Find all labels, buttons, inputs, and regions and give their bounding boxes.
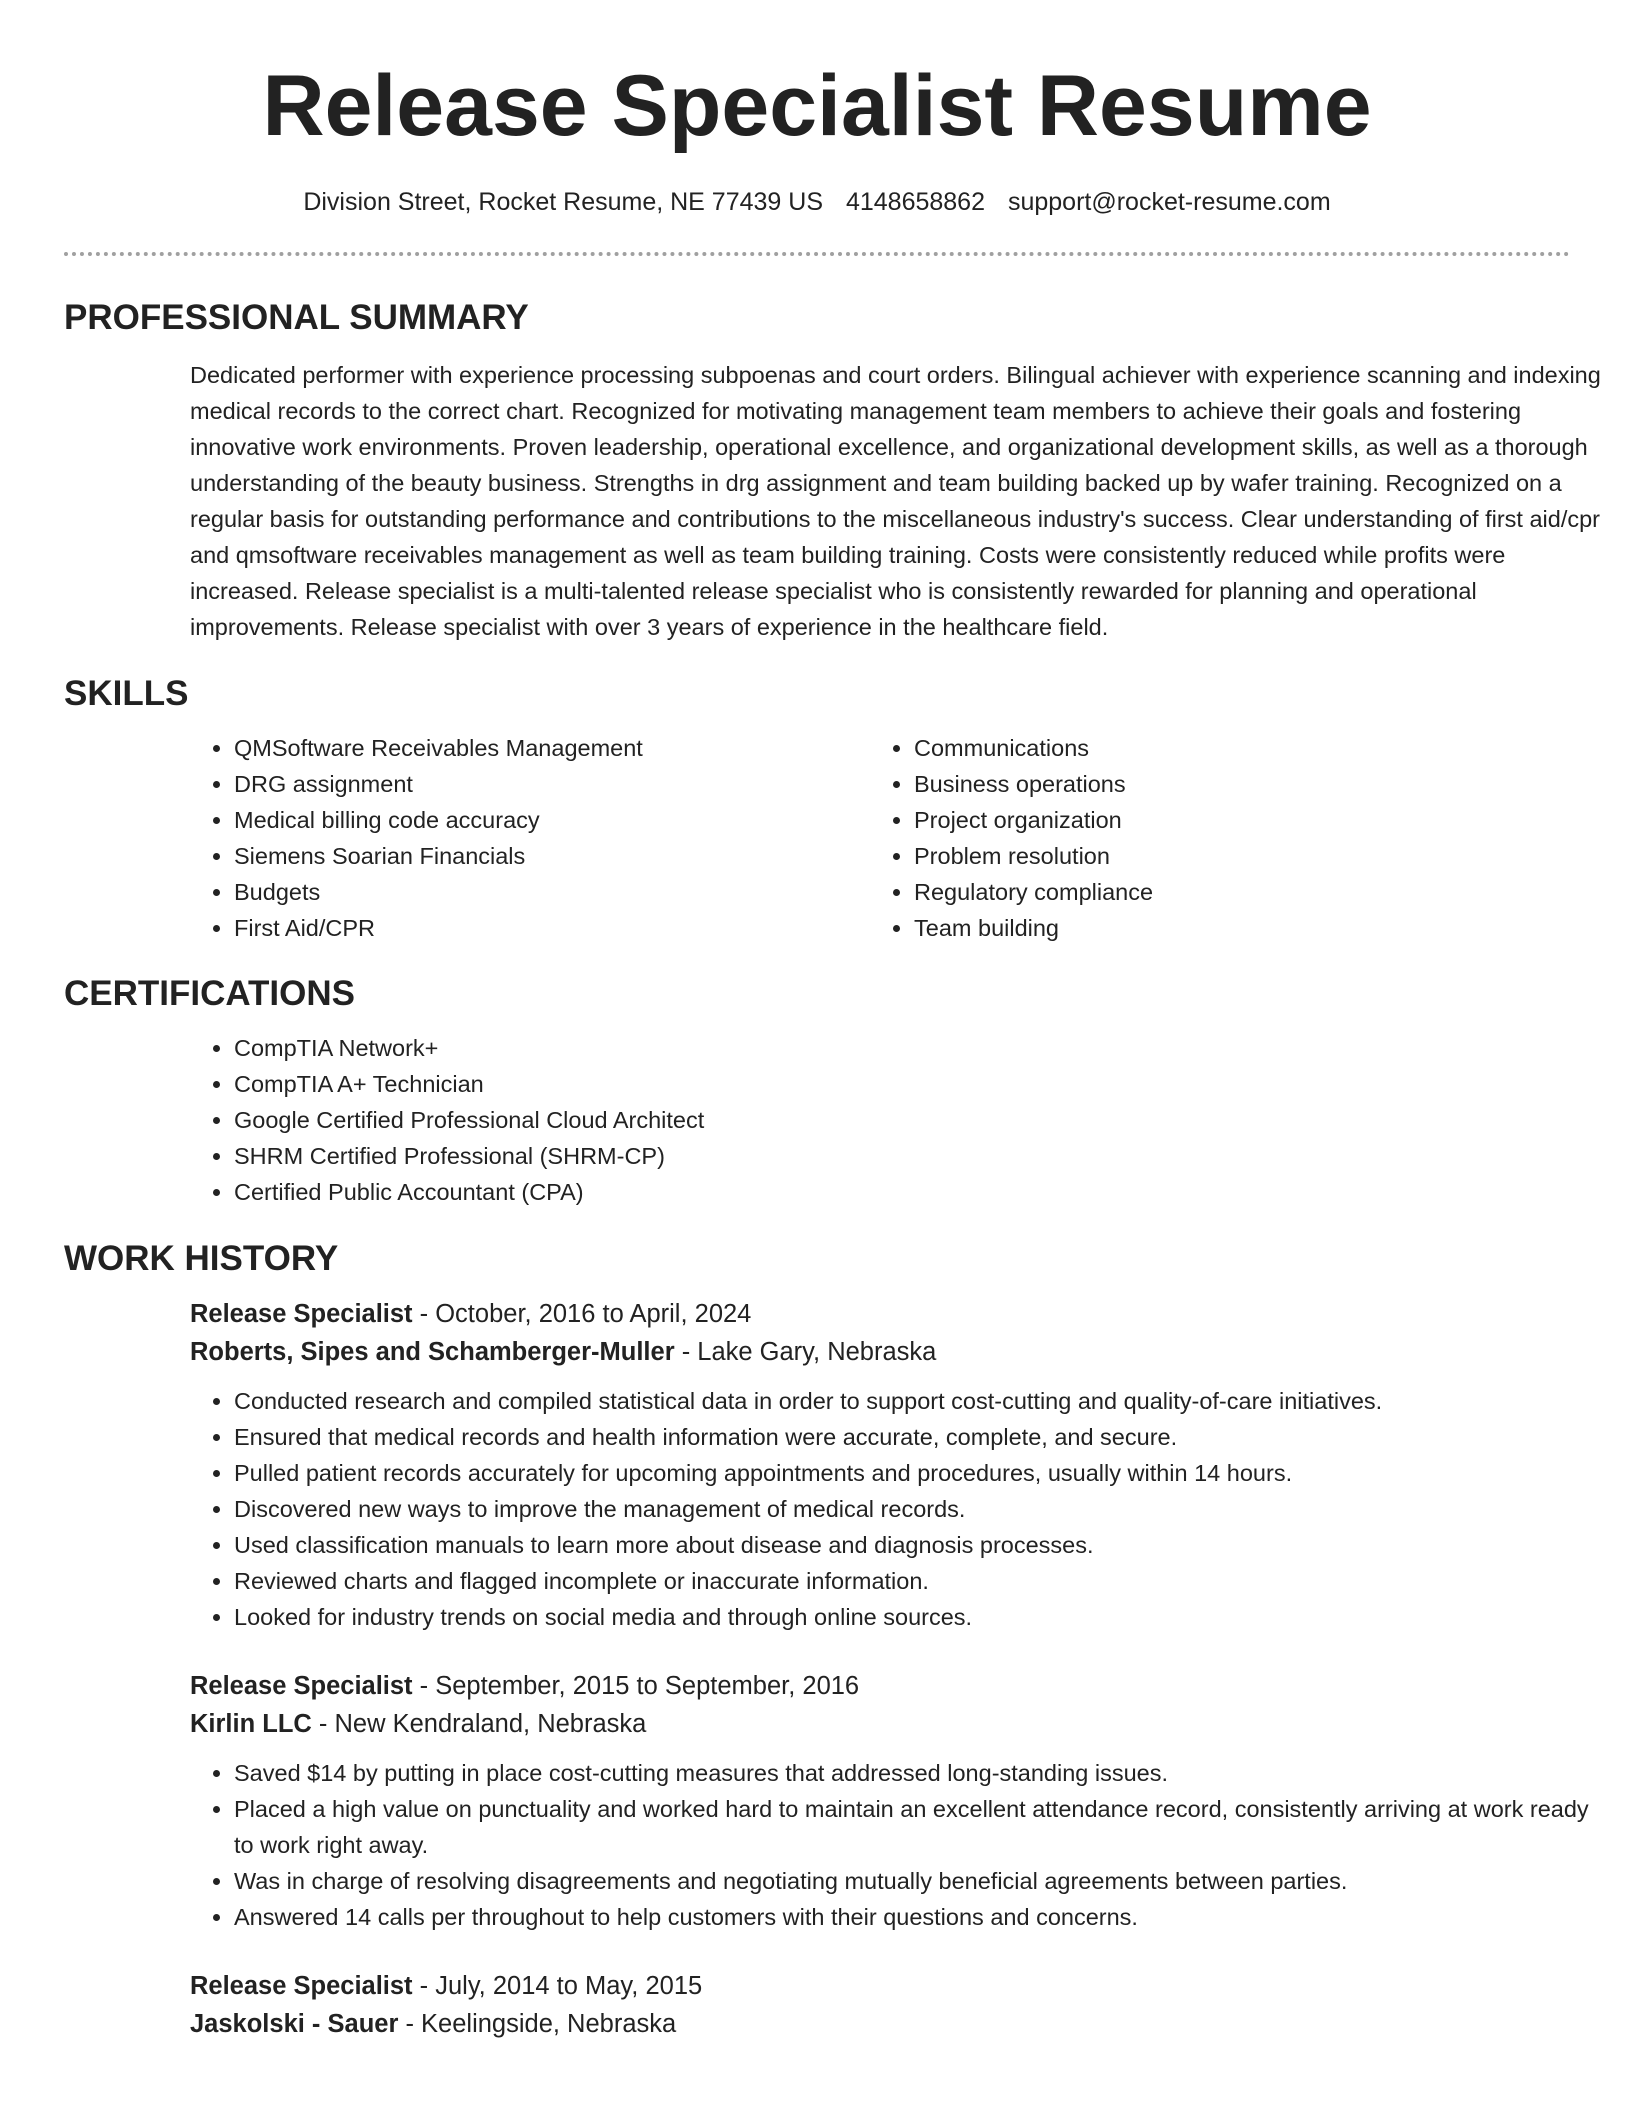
- skill-item: • Project organization: [914, 802, 1550, 838]
- job-title: Release Specialist: [190, 1972, 413, 2000]
- job-bullet: • Pulled patient records accurately for upcoming appointments and procedures, usually within 14 hours.: [234, 1455, 1570, 1491]
- job-bullets: [190, 1383, 1570, 1635]
- job-dates: - October, 2016 to April, 2024: [412, 1300, 752, 1328]
- job-title-line: [190, 1967, 1570, 2005]
- certification-item: • CompTIA A+ Technician: [234, 1066, 1570, 1102]
- skill-item: • Problem resolution: [914, 838, 1550, 874]
- skill-item: • Communications: [914, 730, 1550, 766]
- contact-phone: 4148658862: [845, 188, 985, 216]
- skill-item: • Siemens Soarian Financials: [234, 838, 870, 874]
- skill-item: • Medical billing code accuracy: [234, 802, 870, 838]
- skills-left-column: [190, 730, 870, 946]
- resume-page: [64, 0, 1601, 2043]
- job-title: Release Specialist: [190, 1300, 413, 1328]
- job-company: Roberts, Sipes and Schamberger-Muller: [190, 1338, 675, 1366]
- work-history-section: [64, 1237, 1589, 2043]
- job-bullet: • Answered 14 calls per throughout to help customers with their questions and concerns.: [234, 1899, 1614, 1935]
- skills-columns: [190, 730, 1570, 946]
- job-bullet: • Ensured that medical records and health information were accurate, complete, and secure.: [234, 1419, 1570, 1455]
- skills-heading: SKILLS: [64, 674, 189, 713]
- job-bullet: • Used classification manuals to learn more about disease and diagnosis processes.: [234, 1527, 1570, 1563]
- job-bullet: • Reviewed charts and flagged incomplete or inaccurate information.: [234, 1563, 1570, 1599]
- work-history-heading: WORK HISTORY: [64, 1239, 339, 1278]
- job-location: - Lake Gary, Nebraska: [674, 1338, 937, 1366]
- job-entry: [190, 1967, 1570, 2043]
- job-company: Kirlin LLC: [190, 1710, 312, 1738]
- job-bullet: • Saved $14 by putting in place cost-cutting measures that addressed long-standing issues.: [234, 1755, 1614, 1791]
- job-company: Jaskolski - Sauer: [190, 2010, 399, 2038]
- contact-address: Division Street, Rocket Resume, NE 77439 US: [303, 188, 823, 216]
- skills-right-column: [870, 730, 1550, 946]
- job-dates: - September, 2015 to September, 2016: [412, 1672, 860, 1700]
- contact-email: support@rocket-resume.com: [1007, 188, 1331, 216]
- skill-item: • DRG assignment: [234, 766, 870, 802]
- job-location: - New Kendraland, Nebraska: [311, 1710, 647, 1738]
- skills-right-list: [870, 730, 1550, 946]
- job-location: - Keelingside, Nebraska: [398, 2010, 677, 2038]
- skill-item: • Budgets: [234, 874, 870, 910]
- certification-item: • SHRM Certified Professional (SHRM-CP): [234, 1138, 1570, 1174]
- skill-item: • QMSoftware Receivables Management: [234, 730, 870, 766]
- skill-item: • First Aid/CPR: [234, 910, 870, 946]
- job-bullet: • Looked for industry trends on social media and through online sources.: [234, 1599, 1570, 1635]
- certification-item: • Google Certified Professional Cloud Architect: [234, 1102, 1570, 1138]
- summary-section: [64, 296, 1601, 645]
- job-entry: [190, 1295, 1570, 1635]
- job-title: Release Specialist: [190, 1672, 413, 1700]
- certifications-heading: CERTIFICATIONS: [64, 974, 356, 1013]
- skills-section: [64, 672, 1570, 946]
- contact-line: [64, 185, 1570, 219]
- job-bullet: • Discovered new ways to improve the management of medical records.: [234, 1491, 1570, 1527]
- certification-item: • Certified Public Accountant (CPA): [234, 1174, 1570, 1210]
- summary-text: Dedicated performer with experience processing subpoenas and court orders. Bilingual achiever with experience scanning and indexing medical records to the correct chart. Recognized for motivating management team members to achieve their goals and fostering innovative work environments. Proven leadership, operational excellence, and organizational development skills, as well as a thorough understanding of the beauty business. Strengths in drg assignment and team building backed up by wafer training. Recognized on a regular basis for outstanding performance and contributions to the miscellaneous industry's success. Clear understanding of first aid/cpr and qmsoftware receivables management as well as team building training. Costs were consistently reduced while profits were increased. Release specialist is a multi-talented release specialist who is consistently rewarded for planning and operational improvements. Release specialist with over 3 years of experience in the healthcare field.: [190, 362, 1601, 640]
- certifications-section: [64, 972, 1570, 1210]
- job-entry: [190, 1667, 1589, 1935]
- job-bullet: • Placed a high value on punctuality and worked hard to maintain an excellent attendance record, consistently arriving at work ready to work right away.: [234, 1791, 1614, 1863]
- certification-item: • CompTIA Network+: [234, 1030, 1570, 1066]
- skill-item: • Team building: [914, 910, 1550, 946]
- job-company-line: [190, 2005, 1570, 2043]
- job-title-line: [190, 1667, 1570, 1705]
- job-bullet: • Was in charge of resolving disagreements and negotiating mutually beneficial agreements between parties.: [234, 1863, 1614, 1899]
- job-dates: - July, 2014 to May, 2015: [412, 1972, 703, 2000]
- resume-title: Release Specialist Resume: [262, 58, 1372, 154]
- job-company-line: [190, 1705, 1570, 1743]
- job-bullet: • Conducted research and compiled statistical data in order to support cost-cutting and quality-of-care initiatives.: [234, 1383, 1570, 1419]
- skills-left-list: [190, 730, 870, 946]
- skill-item: • Business operations: [914, 766, 1550, 802]
- job-company-line: [190, 1333, 1570, 1371]
- certifications-list: [190, 1030, 1570, 1210]
- header-divider: [64, 252, 1570, 256]
- job-title-line: [190, 1295, 1570, 1333]
- skill-item: • Regulatory compliance: [914, 874, 1550, 910]
- job-bullets: [190, 1755, 1614, 1935]
- summary-heading: PROFESSIONAL SUMMARY: [64, 298, 529, 337]
